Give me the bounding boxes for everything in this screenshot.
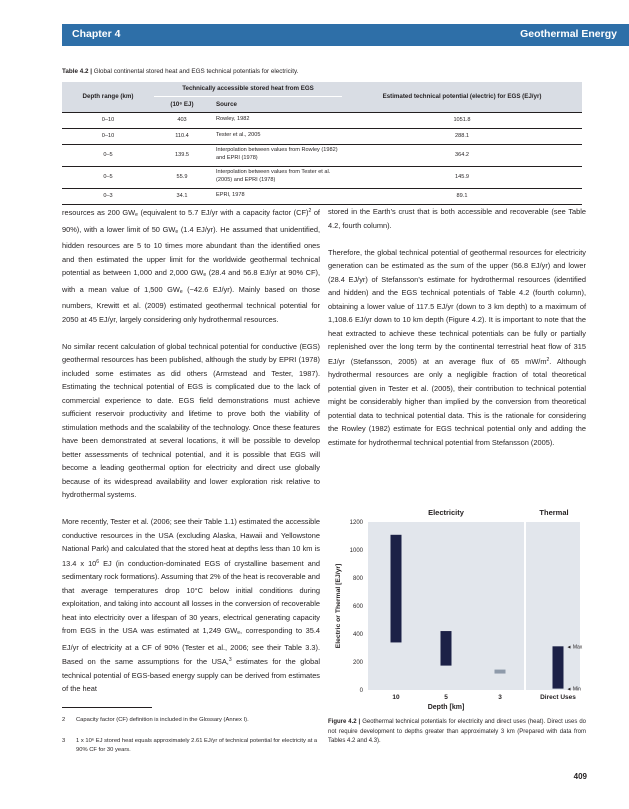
y-axis-label: Electric or Thermal [EJ/yr] [335,563,342,649]
table-caption-text: Global continental stored heat and EGS technical potentials for electricity. [92,68,299,75]
page-number: 409 [573,772,587,781]
header-stored-heat: Technically accessible stored heat from EGS [154,82,342,96]
figure-caption-label: Figure 4.2 | [328,719,361,725]
cell-heat: 403 [154,112,210,128]
cell-heat: 55.9 [154,166,210,188]
right-column [328,205,586,449]
x-axis-label: Depth [km] [427,704,465,711]
geothermal-potential-chart [328,504,586,712]
bar-5 [441,631,452,666]
left-paragraph-2: No similar recent calculation of global technical potential for conductive (EGS) geothermal resources has been published, although the study by EPRI (1978) included some estimates as did others (Armstead and Tester, 1987). Estimating the technical potential of EGS is complicated due to the lack of commercial experience to date. EGS field demonstrations must achieve sufficient reservoir productivity and lifetime to prove both the viability of stimulation methods and the scalability of the technology. Once these features have been demonstrated at several locations, it will be possible to develop better assessments of technical potential, and it is possible that EGS will become a leading geothermal option for electricity and direct use globally because of its widespread availability and lower exploration risk relative to hydrothermal systems. [62,341,320,499]
bar-3 [495,670,506,674]
cell-heat: 139.5 [154,144,210,166]
right-paragraph-2: Therefore, the global technical potential of geothermal resources for electricity generation can be estimated as the sum of the upper (56.8 EJ/yr) and lower (28.4 EJ/yr) of Stefansson’s estimate for hydrothermal resources (identified and hidden) and the EGS technical potentials of Table 4.2 (fourth column), obtaining a lower value of 117.5 EJ/yr (down to 3 km depth) to a maximum of 1,108.6 EJ/yr down to 10 km depth (Figure 4.2). It is important to note that the heat extracted to achieve these technical potentials can be fully or partially replenished over the long term by the continental terrestrial heat flow of 315 EJ/yr (Stefansson, 2005) at an average flux of 65 $mW/m^2$. Although hydrothermal resources are only a negligible fraction of total theoretical potential given in Tester et al. (2005), their contribution to technical potential might be considerably higher than implied by the conversion from theoretical potential data to technical potential data. This is the rationale for considering the Rowley (1982) estimate for EGS technical potential only and adding the estimate for hydrothermal technical potential from Stefansson (2005). [328,247,587,447]
chapter-label: Chapter 4 [72,28,121,40]
header-depth: Depth range (km) [62,82,154,112]
cell-depth: 0–3 [62,188,154,204]
cell-source: EPRI, 1978 [210,188,342,204]
y-tick-label: 1200 [349,520,363,526]
footnote-3 [62,737,322,755]
y-tick-label: 600 [352,604,363,610]
y-tick-label: 200 [352,660,363,666]
cell-heat: 110.4 [154,128,210,144]
left-paragraph-3: More recently, Tester et al. (2006; see their Table 1.1) estimated the accessible conductive resources in the USA (excluding Alaska, Hawaii and Yellowstone National Park) and calculated that the stored heat at depths less than 10 km is 13.4 x $10^6$ EJ (in conduction-dominated EGS of crystalline basement and sedimentary rock formations). Assuming that 2% of the heat is recoverable and that average temperatures drop 10°C below initial conditions during exploitation, and taking into account all losses in the conversion of recoverable heat into electricity over a lifespan of 30 years, electrical generating capacity from EGS in the USA was estimated at 1,249 $GW_e$, corresponding to 35.4 EJ/yr of electricity at a CF of 90% (Tester et al., 2006; see their Table 3.3). Based on the same assumptions for the USA,$^3$ estimates for the global technical potential of EGS-based energy supply can be derived from estimates of the heat [62,517,320,693]
figure-caption-text: Geothermal technical potentials for electricity and direct uses (heat). Direct uses do not require development to depths greater than approximately 3 km (Prepared with data from Tables 4.2 and 4.3). [328,719,587,745]
cell-potential: 89.1 [342,188,582,204]
table-row [62,188,582,204]
footnote-text: 1 x 10⁶ EJ stored heat equals approximately 2.61 EJ/yr of technical potential for electricity at a 90% CF for 30 years. [76,738,318,753]
cell-depth: 0–10 [62,128,154,144]
cell-potential: 145.9 [342,166,582,188]
header-potential: Estimated technical potential (electric) for EGS (EJ/yr) [342,82,582,112]
stored-heat-table [62,82,582,205]
table-row [62,128,582,144]
left-paragraph-1: resources as 200 $GW_e$ (equivalent to 5.7 EJ/yr with a capacity factor (CF)$^2$ of 90%), with a lower limit of 50 $GW_e$ (1.4 EJ/yr). He assumed that unidentified, hidden resources are 5 to 10 times more abundant than the identified ones and then estimated the upper limit for the worldwide geothermal technical potential as between 1,000 and 2,000 $GW_e$ (28.4 and 56.8 EJ/yr at 90% CF), with a mean value of 1,500 $GW_e$ (~42.6 EJ/yr). Mainly based on those numbers, Krewitt et al. (2009) estimated geothermal technical potential for 2050 at 45 EJ/yr, largely considering only hydrothermal resources. [62,208,321,324]
y-tick-label: 0 [359,688,363,694]
cell-depth: 0–5 [62,166,154,188]
section-title: Geothermal Energy [520,28,617,40]
chapter-header-bar [62,24,629,46]
cell-source: Rowley, 1982 [210,112,342,128]
cell-potential: 288.1 [342,128,582,144]
bar-direct-uses [553,646,564,688]
header-units: (10⁶ EJ) [154,96,210,112]
bar-10 [391,535,402,643]
y-tick-label: 1000 [349,548,363,554]
header-source: Source [210,96,342,112]
table-caption [62,68,562,75]
min-marker-label: ◄ Min [566,686,581,693]
footnote-2 [62,716,322,725]
thermal-panel-title: Thermal [539,508,569,517]
x-tick-label: 5 [444,694,448,701]
left-column [62,205,320,696]
x-tick-label: Direct Uses [540,694,576,701]
table-row [62,144,582,166]
cell-depth: 0–10 [62,112,154,128]
figure-caption [328,718,586,747]
cell-depth: 0–5 [62,144,154,166]
electricity-panel-title: Electricity [428,508,464,517]
cell-potential: 1051.8 [342,112,582,128]
y-tick-label: 400 [352,632,363,638]
cell-source: Tester et al., 2005 [210,128,342,144]
cell-heat: 34.1 [154,188,210,204]
cell-source: Interpolation between values from Rowley (1982) and EPRI (1978) [210,144,342,166]
cell-source: Interpolation between values from Tester et al. (2005) and EPRI (1978) [210,166,342,188]
x-tick-label: 3 [498,694,502,701]
footnote-number: 3 [62,738,66,744]
x-tick-label: 10 [392,694,400,701]
table-row [62,166,582,188]
right-paragraph-1: stored in the Earth’s crust that is both accessible and recoverable (see Table 4.2, fourth column). [328,207,586,230]
cell-potential: 364.2 [342,144,582,166]
y-tick-label: 800 [352,576,363,582]
table-row [62,112,582,128]
footnote-number: 2 [62,717,66,723]
table-caption-label: Table 4.2 | [62,68,92,75]
footnote-divider [62,707,152,708]
max-marker-label: ◄ Max [566,644,583,651]
footnote-text: Capacity factor (CF) definition is included in the Glossary (Annex I). [76,717,249,723]
